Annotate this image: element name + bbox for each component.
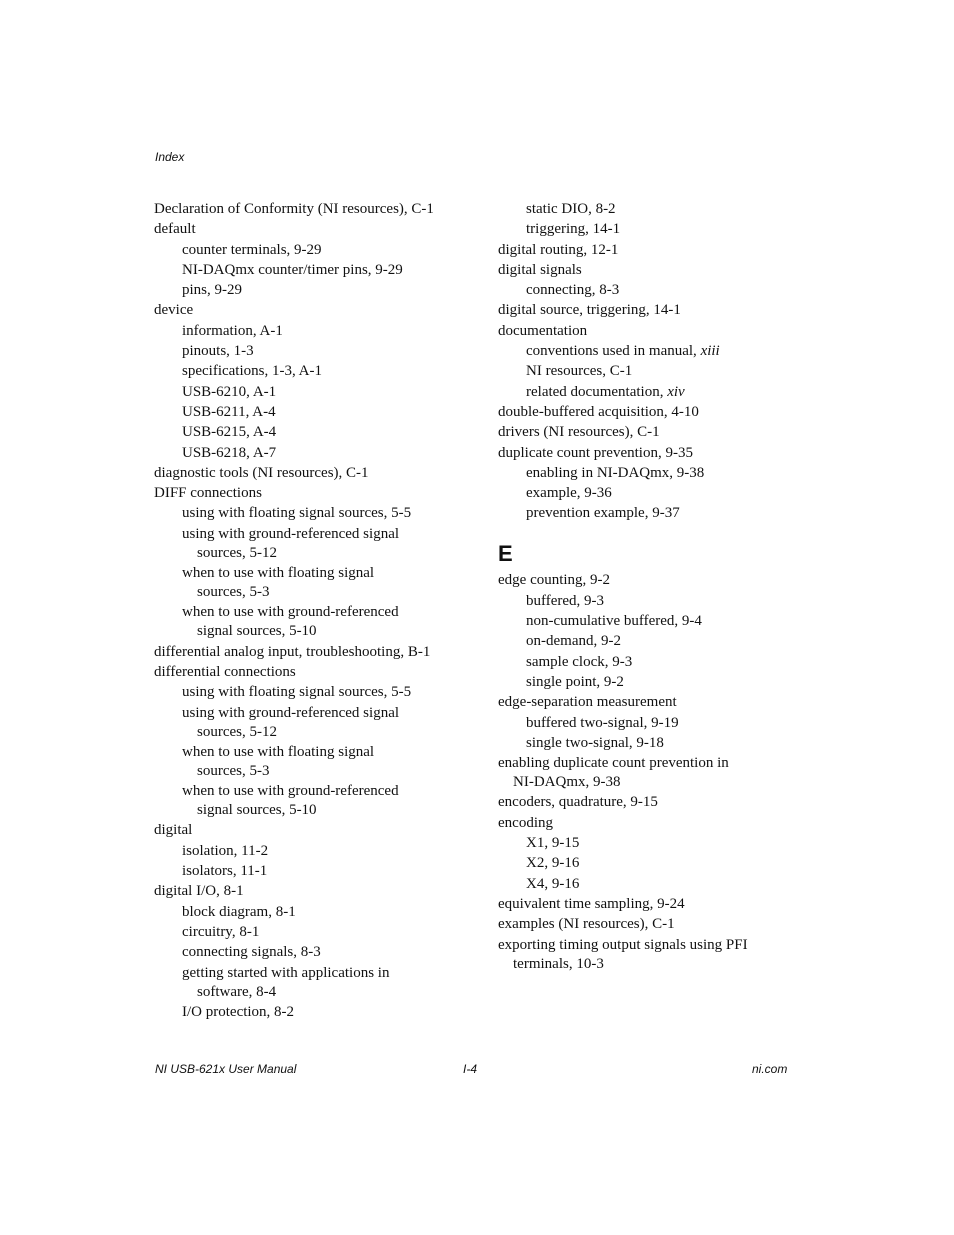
index-subentry bbox=[498, 464, 798, 483]
index-subentry bbox=[154, 342, 454, 361]
index-subentry bbox=[154, 603, 454, 641]
entry-text: I/O protection, 8-2 bbox=[182, 1003, 295, 1020]
entry-text: digital bbox=[154, 822, 193, 839]
entry-text: enabling duplicate count prevention in bbox=[498, 755, 729, 772]
index-subentry bbox=[154, 943, 454, 962]
index-subentry bbox=[498, 612, 798, 631]
index-entry bbox=[498, 571, 798, 590]
index-subentry bbox=[498, 653, 798, 672]
entry-text: buffered, 9-3 bbox=[526, 592, 605, 609]
entry-text: X4, 9-16 bbox=[526, 875, 580, 892]
index-subentry bbox=[154, 423, 454, 442]
entry-text: USB-6210, A-1 bbox=[182, 383, 277, 400]
index-subentry bbox=[498, 854, 798, 873]
entry-text: USB-6211, A-4 bbox=[182, 403, 276, 420]
entry-continuation: sources, 5-3 bbox=[197, 762, 270, 779]
index-subentry bbox=[498, 834, 798, 853]
entry-text: USB-6215, A-4 bbox=[182, 424, 277, 441]
index-entry bbox=[498, 936, 798, 974]
entry-text: using with floating signal sources, 5-5 bbox=[182, 505, 412, 522]
entry-text: pins, 9-29 bbox=[182, 282, 242, 299]
index-subentry bbox=[154, 782, 454, 820]
entry-text: exporting timing output signals using PFI bbox=[498, 936, 748, 953]
index-entry bbox=[498, 895, 798, 914]
index-subentry bbox=[498, 342, 798, 361]
entry-continuation: software, 8-4 bbox=[197, 983, 277, 1000]
index-entry bbox=[498, 693, 798, 712]
index-subentry bbox=[498, 281, 798, 300]
index-subentry bbox=[498, 875, 798, 894]
index-subentry bbox=[154, 504, 454, 523]
index-entry bbox=[154, 663, 454, 682]
footer-page-number: I-4 bbox=[463, 1062, 478, 1076]
entry-text: double-buffered acquisition, 4-10 bbox=[498, 403, 699, 420]
entry-text: buffered two-signal, 9-19 bbox=[526, 714, 679, 731]
index-subentry bbox=[154, 525, 454, 563]
entry-text: digital signals bbox=[498, 261, 582, 278]
index-entry bbox=[498, 322, 798, 341]
entry-text: examples (NI resources), C-1 bbox=[498, 916, 675, 933]
entry-text: USB-6218, A-7 bbox=[182, 444, 277, 461]
index-entry bbox=[498, 423, 798, 442]
index-subentry bbox=[498, 714, 798, 733]
index-entry bbox=[498, 444, 798, 463]
entry-text: differential connections bbox=[154, 663, 296, 680]
index-entry bbox=[498, 915, 798, 934]
entry-text: encoders, quadrature, 9-15 bbox=[498, 794, 658, 811]
entry-text: edge counting, 9-2 bbox=[498, 572, 611, 589]
index-entry bbox=[154, 464, 454, 483]
index-entry bbox=[154, 484, 454, 503]
entry-continuation: signal sources, 5-10 bbox=[197, 802, 317, 819]
entry-text: using with floating signal sources, 5-5 bbox=[182, 684, 412, 701]
entry-text: drivers (NI resources), C-1 bbox=[498, 424, 660, 441]
index-entry bbox=[154, 882, 454, 901]
running-head: Index bbox=[155, 150, 185, 164]
index-subentry bbox=[154, 964, 454, 1002]
index-entry bbox=[498, 241, 798, 260]
index-subentry bbox=[154, 281, 454, 300]
entry-text: conventions used in manual, bbox=[526, 343, 701, 360]
entry-text: pinouts, 1-3 bbox=[182, 343, 254, 360]
index-subentry bbox=[498, 383, 798, 402]
entry-continuation: signal sources, 5-10 bbox=[197, 623, 317, 640]
entry-text: default bbox=[154, 221, 196, 238]
entry-text: triggering, 14-1 bbox=[526, 221, 621, 238]
entry-text: static DIO, 8-2 bbox=[526, 201, 616, 217]
index-subentry bbox=[498, 592, 798, 611]
index-subentry bbox=[154, 683, 454, 702]
index-column-left bbox=[154, 200, 454, 1023]
index-section-letter: E bbox=[498, 541, 513, 567]
index-subentry bbox=[154, 444, 454, 463]
index-subentry bbox=[154, 743, 454, 781]
entry-text: connecting, 8-3 bbox=[526, 282, 620, 299]
entry-text: circuitry, 8-1 bbox=[182, 923, 260, 940]
entry-text: related documentation, bbox=[526, 383, 668, 400]
footer-manual-title: NI USB-621x User Manual bbox=[155, 1062, 297, 1076]
index-subentry bbox=[154, 903, 454, 922]
entry-text: edge-separation measurement bbox=[498, 694, 677, 711]
entry-text: specifications, 1-3, A-1 bbox=[182, 363, 322, 380]
entry-text: information, A-1 bbox=[182, 322, 283, 339]
entry-text: counter terminals, 9-29 bbox=[182, 241, 322, 258]
entry-text: diagnostic tools (NI resources), C-1 bbox=[154, 464, 369, 481]
index-subentry bbox=[154, 923, 454, 942]
footer-website: ni.com bbox=[752, 1062, 788, 1076]
entry-continuation: sources, 5-12 bbox=[197, 544, 277, 561]
index-subentry bbox=[154, 383, 454, 402]
entry-text: DIFF connections bbox=[154, 485, 262, 502]
index-subentry bbox=[154, 842, 454, 861]
entry-text: getting started with applications in bbox=[182, 964, 390, 981]
index-subentry bbox=[154, 1003, 454, 1022]
entry-text: single point, 9-2 bbox=[526, 673, 624, 690]
index-entry bbox=[498, 261, 798, 280]
entry-text: when to use with floating signal bbox=[182, 743, 375, 760]
index-subentry bbox=[498, 504, 798, 523]
entry-page-ref: xiii bbox=[700, 343, 720, 360]
entry-text: isolators, 11-1 bbox=[182, 863, 268, 880]
entry-text: digital source, triggering, 14-1 bbox=[498, 302, 681, 319]
entry-continuation: sources, 5-12 bbox=[197, 723, 277, 740]
entry-text: NI-DAQmx counter/timer pins, 9-29 bbox=[182, 261, 403, 278]
index-subentry bbox=[154, 261, 454, 280]
entry-continuation: terminals, 10-3 bbox=[513, 955, 604, 972]
index-subentry bbox=[154, 322, 454, 341]
index-entry bbox=[498, 793, 798, 812]
entry-text: when to use with ground-referenced bbox=[182, 604, 399, 621]
entry-text: digital I/O, 8-1 bbox=[154, 883, 244, 900]
entry-text: equivalent time sampling, 9-24 bbox=[498, 895, 685, 912]
index-subentry bbox=[498, 632, 798, 651]
entry-continuation: NI-DAQmx, 9-38 bbox=[513, 774, 621, 791]
entry-text: example, 9-36 bbox=[526, 485, 612, 502]
entry-text: on-demand, 9-2 bbox=[526, 633, 621, 650]
entry-text: X1, 9-15 bbox=[526, 835, 580, 852]
entry-page-ref: xiv bbox=[667, 383, 685, 400]
index-entry bbox=[154, 301, 454, 320]
entry-continuation: sources, 5-3 bbox=[197, 584, 270, 601]
entry-text: using with ground-referenced signal bbox=[182, 704, 400, 721]
index-entry bbox=[154, 643, 454, 662]
entry-text: encoding bbox=[498, 814, 553, 831]
entry-text: prevention example, 9-37 bbox=[526, 505, 680, 522]
index-subentry bbox=[498, 484, 798, 503]
index-column-right bbox=[498, 200, 798, 975]
index-subentry bbox=[154, 403, 454, 422]
entry-text: single two-signal, 9-18 bbox=[526, 734, 664, 751]
entry-text: device bbox=[154, 302, 194, 319]
entry-text: Declaration of Conformity (NI resources), C-1 bbox=[154, 201, 434, 217]
index-subentry bbox=[154, 564, 454, 602]
entry-text: sample clock, 9-3 bbox=[526, 653, 633, 670]
entry-text: non-cumulative buffered, 9-4 bbox=[526, 613, 702, 630]
entry-text: differential analog input, troubleshooting, B-1 bbox=[154, 643, 431, 660]
entry-text: enabling in NI-DAQmx, 9-38 bbox=[526, 464, 705, 481]
entry-text: NI resources, C-1 bbox=[526, 363, 633, 380]
entry-text: when to use with floating signal bbox=[182, 565, 375, 582]
entry-text: digital routing, 12-1 bbox=[498, 241, 619, 258]
entry-text: documentation bbox=[498, 322, 588, 339]
index-subentry bbox=[498, 362, 798, 381]
index-subentry bbox=[154, 362, 454, 381]
entry-text: X2, 9-16 bbox=[526, 855, 580, 872]
entry-text: duplicate count prevention, 9-35 bbox=[498, 444, 693, 461]
index-subentry bbox=[498, 734, 798, 753]
index-entry bbox=[498, 754, 798, 792]
entry-text: connecting signals, 8-3 bbox=[182, 944, 321, 961]
index-subentry bbox=[498, 200, 798, 219]
index-entry bbox=[498, 403, 798, 422]
index-entry bbox=[498, 301, 798, 320]
entry-text: isolation, 11-2 bbox=[182, 842, 269, 859]
index-entry bbox=[498, 814, 798, 833]
index-entry bbox=[154, 220, 454, 239]
entry-text: when to use with ground-referenced bbox=[182, 783, 399, 800]
index-entry bbox=[154, 200, 454, 219]
index-subentry bbox=[154, 704, 454, 742]
index-entry bbox=[154, 821, 454, 840]
entry-text: using with ground-referenced signal bbox=[182, 525, 400, 542]
index-subentry bbox=[154, 862, 454, 881]
index-subentry bbox=[498, 220, 798, 239]
index-subentry bbox=[154, 241, 454, 260]
index-subentry bbox=[498, 673, 798, 692]
entry-text: block diagram, 8-1 bbox=[182, 903, 296, 920]
